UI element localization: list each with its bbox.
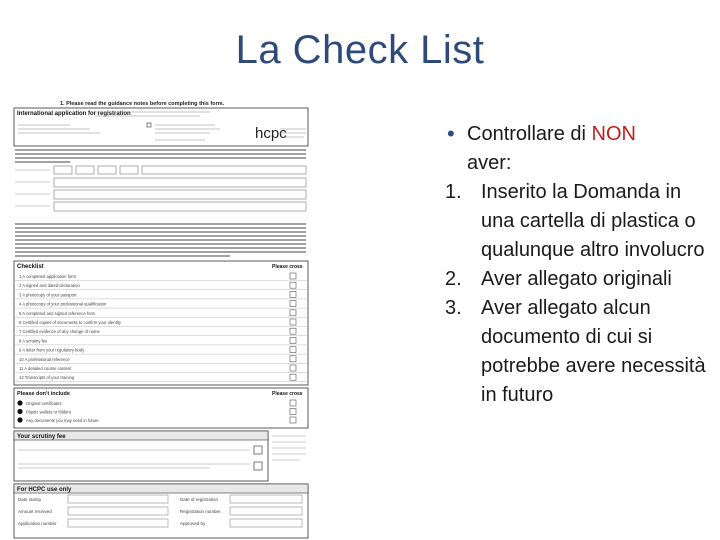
checklist-item: 12 Transcripts of your training xyxy=(19,375,75,381)
hcpc-logo: hcpc xyxy=(255,125,287,142)
list-item-text: Aver allegato originali xyxy=(481,268,672,290)
intro-suffix: aver: xyxy=(467,152,512,174)
dont-item: Original certificates xyxy=(26,401,62,406)
dont-item: Any documents you may need in future xyxy=(26,418,99,423)
intro-bullet xyxy=(445,120,715,149)
list-number: 1. xyxy=(445,181,462,203)
svg-text:Please cross: Please cross xyxy=(272,391,303,397)
checklist-item: 7 Certified evidence of any change of name xyxy=(19,329,100,335)
office-field-label: Application number xyxy=(18,521,57,526)
list-item xyxy=(445,178,715,265)
svg-text:Please cross: Please cross xyxy=(272,264,303,270)
application-form-scan xyxy=(10,98,310,540)
checklist-item: 9 A letter from your regulatory body xyxy=(19,347,85,353)
office-field-label: Date stamp xyxy=(18,497,42,502)
checklist-item: 11 A detailed course content xyxy=(19,366,72,371)
checklist-item: 8 A scrutiny fee xyxy=(19,338,48,344)
form-top-note: 1. Please read the guidance notes before completing this form. xyxy=(60,101,225,107)
numbered-list xyxy=(445,178,715,410)
office-field-label: Date of registration xyxy=(180,497,219,502)
bullet-dot-icon: • xyxy=(447,121,455,146)
bullet-icon xyxy=(17,417,22,422)
list-item-text: Inserito la Domanda in una cartella di plastica o qualunque altro involucro xyxy=(481,181,705,261)
checklist-item: 1 A completed application form xyxy=(19,274,77,279)
dont-item: Plastic wallets or folders xyxy=(26,409,71,415)
svg-text:Your scrutiny fee: Your scrutiny fee xyxy=(17,434,66,440)
intro-prefix: Controllare di xyxy=(467,123,592,145)
bullet-icon xyxy=(17,409,22,414)
checklist-item: 6 Certified copies of documents to confirm your identity xyxy=(19,320,121,325)
checklist-item: 10 A professional reference xyxy=(19,356,70,362)
list-number: 3. xyxy=(445,297,462,319)
office-field-label: Registration number xyxy=(180,509,221,514)
checklist-item: 4 A photocopy of your professional qualification xyxy=(19,301,107,307)
list-item xyxy=(445,294,715,410)
bullet-icon xyxy=(17,400,22,405)
list-item-text: Aver allegato alcun documento di cui si potrebbe avere necessità in futuro xyxy=(481,297,706,406)
office-field-label: Amount received xyxy=(18,509,52,514)
list-number: 2. xyxy=(445,268,462,290)
svg-text:Checklist: Checklist xyxy=(17,264,44,270)
intro-accent: NON xyxy=(591,123,636,145)
office-field-label: Approved by xyxy=(180,521,206,526)
checklist-bullets xyxy=(445,120,715,410)
checklist-item: 5 A completed and signed reference form xyxy=(19,310,96,316)
checklist-item: 2 A signed and dated declaration xyxy=(19,283,80,289)
slide-title: La Check List xyxy=(235,28,485,72)
checklist-item: 3 A photocopy of your passport xyxy=(19,292,77,298)
list-item xyxy=(445,265,715,294)
svg-text:Please don't include: Please don't include xyxy=(17,391,70,397)
svg-text:For HCPC use only: For HCPC use only xyxy=(17,487,72,493)
form-header-title: International application for registration xyxy=(17,111,131,117)
